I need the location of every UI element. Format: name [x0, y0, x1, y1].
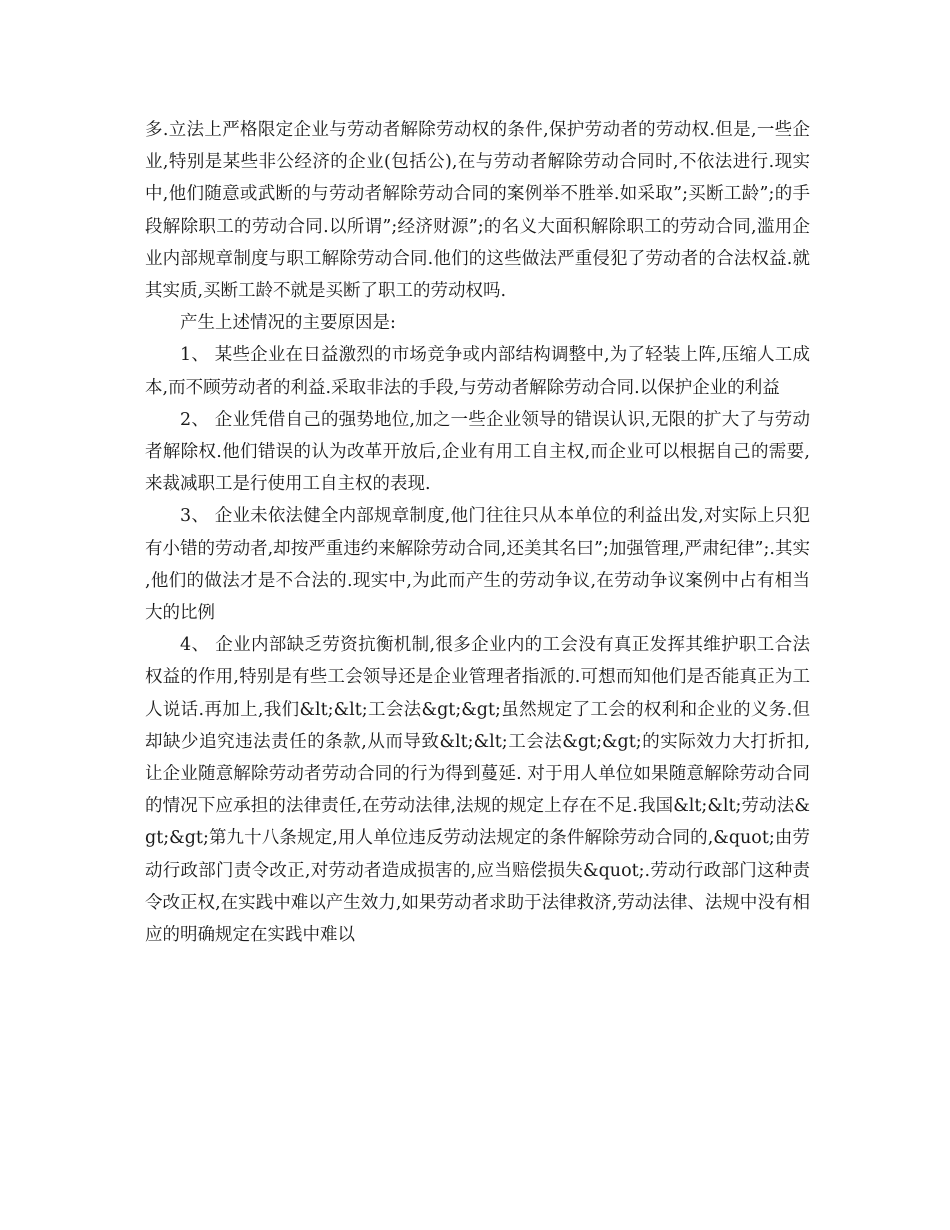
- paragraph-opening: 多.立法上严格限定企业与劳动者解除劳动权的条件,保护劳动者的劳动权.但是,一些企业,特别是某些非公经济的企业(包括公),在与劳动者解除劳动合同时,不依法进行.现实中,他们随意或武断的与劳动者解除劳动合同的案例举不胜举.如采取”;买断工龄”;的手段解除职工的劳动合同.以所谓”;经济财源”;的名义大面积解除职工的劳动合同,滥用企业内部规章制度与职工解除劳动合同.他们的这些做法严重侵犯了劳动者的合法权益.就其实质,买断工龄不就是买断了职工的劳动权吗.: [145, 120, 810, 302]
- paragraph-cause-4: 4、 企业内部缺乏劳资抗衡机制,很多企业内的工会没有真正发挥其维护职工合法权益的作用,特别是有些工会领导还是企业管理者指派的.可想而知他们是否能真正为工人说话.再加上,我们&lt;&lt;工会法&gt;&gt;虽然规定了工会的权利和企业的义务.但却缺少追究违法责任的条款,从而导致&lt;&lt;工会法&gt;&gt;的实际效力大打折扣,让企业随意解除劳动者劳动合同的行为得到蔓延. 对于用人单位如果随意解除劳动合同的情况下应承担的法律责任,在劳动法律,法规的规定上存在不足.我国&lt;&lt;劳动法&gt;&gt;第九十八条规定,用人单位违反劳动法规定的条件解除劳动合同的,&quot;由劳动行政部门责令改正,对劳动者造成损害的,应当赔偿损失&quot;.劳动行政部门这种责令改正权,在实践中难以产生效力,如果劳动者求助于法律救济,劳动法律、法规中没有相应的明确规定在实践中难以: [145, 635, 810, 946]
- document-body: [145, 114, 810, 951]
- paragraph-cause-1: 1、 某些企业在日益激烈的市场竞争或内部结构调整中,为了轻装上阵,压缩人工成本,而不顾劳动者的利益.采取非法的手段,与劳动者解除劳动合同.以保护企业的利益: [145, 345, 810, 398]
- paragraph-causes-intro: 产生上述情况的主要原因是:: [180, 313, 396, 334]
- paragraph-cause-3: 3、 企业未依法健全内部规章制度,他门往往只从本单位的利益出发,对实际上只犯有小错的劳动者,却按严重违约来解除劳动合同,还美其名曰”;加强管理,严肃纪律”;.其实,他们的做法才是不合法的.现实中,为此而产生的劳动争议,在劳动争议案例中占有相当大的比例: [145, 506, 810, 624]
- paragraph-cause-2: 2、 企业凭借自己的强势地位,加之一些企业领导的错误认识,无限的扩大了与劳动者解除权.他们错误的认为改革开放后,企业有用工自主权,而企业可以根据自己的需要,来裁减职工是行使用工自主权的表现.: [145, 409, 810, 495]
